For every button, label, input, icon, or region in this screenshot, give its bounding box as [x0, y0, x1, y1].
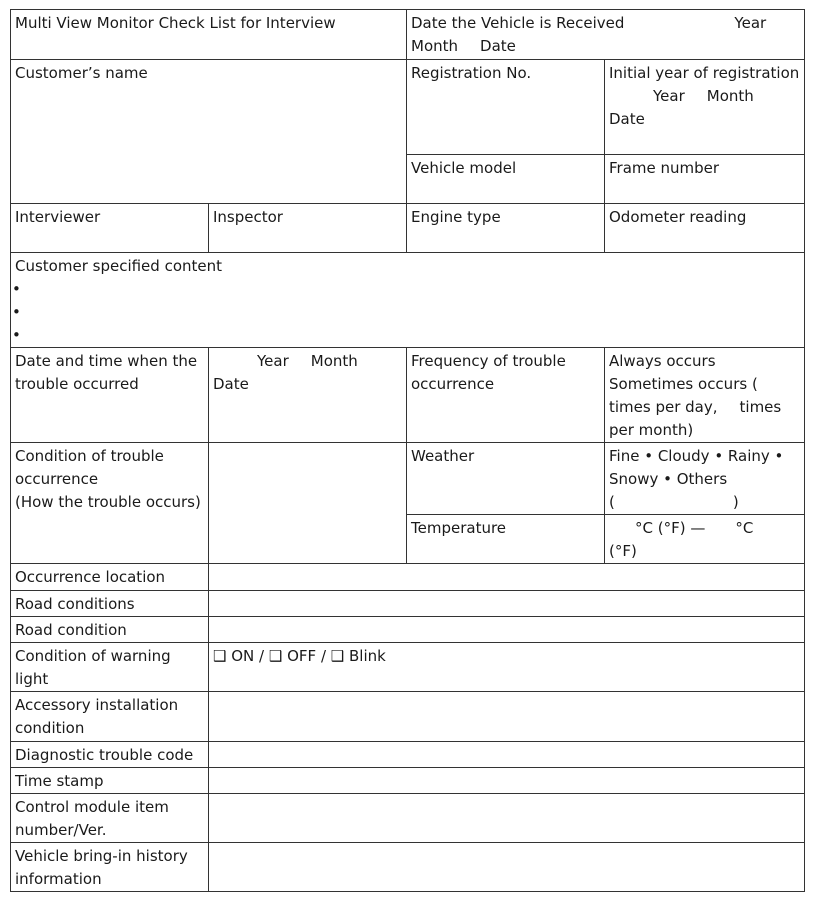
- checkbox-off-icon[interactable]: ❑: [268, 647, 283, 665]
- customer-name-cell: Customer’s name: [11, 60, 407, 204]
- vehicle-model-cell: Vehicle model: [407, 155, 605, 204]
- odometer-cell: Odometer reading: [605, 204, 805, 253]
- bullet-2: •: [12, 303, 21, 321]
- registration-no-cell: Registration No.: [407, 60, 605, 155]
- time-stamp-label: Time stamp: [11, 768, 209, 794]
- control-module-label: Control module item number/Ver.: [11, 794, 209, 843]
- initial-year-cell: Initial year of registration Year Month Date: [605, 60, 805, 155]
- accessory-label: Accessory installation condition: [11, 692, 209, 742]
- inspector-cell: Inspector: [209, 204, 407, 253]
- temperature-value: °C (°F) — °C (°F): [605, 515, 805, 564]
- bullet-3: •: [12, 326, 21, 344]
- option-off: OFF /: [287, 647, 326, 665]
- trouble-datetime-label: Date and time when the trouble occurred: [11, 348, 209, 443]
- dtc-value: [209, 742, 805, 768]
- history-value: [209, 843, 805, 892]
- engine-type-cell: Engine type: [407, 204, 605, 253]
- checklist-title: Multi View Monitor Check List for Interview: [11, 10, 407, 60]
- dtc-label: Diagnostic trouble code: [11, 742, 209, 768]
- option-blink: Blink: [349, 647, 386, 665]
- history-label: Vehicle bring-in history information: [11, 843, 209, 892]
- received-date-label: Date the Vehicle is Received: [411, 14, 625, 32]
- frequency-label: Frequency of trouble occurrence: [407, 348, 605, 443]
- warning-light-label: Condition of warning light: [11, 643, 209, 692]
- option-on: ON /: [231, 647, 265, 665]
- weather-label: Weather: [407, 443, 605, 515]
- road-conditions-label: Road conditions: [11, 591, 209, 617]
- road-condition-label: Road condition: [11, 617, 209, 643]
- temperature-label: Temperature: [407, 515, 605, 564]
- accessory-value: [209, 692, 805, 742]
- checkbox-blink-icon[interactable]: ❑: [330, 647, 345, 665]
- checkbox-on-icon[interactable]: ❑: [213, 647, 227, 665]
- trouble-datetime-value: Year Month Date: [209, 348, 407, 443]
- interview-checklist-table: [10, 9, 805, 892]
- road-conditions-value: [209, 591, 805, 617]
- road-condition-value: [209, 617, 805, 643]
- control-module-value: [209, 794, 805, 843]
- occurrence-location-label: Occurrence location: [11, 564, 209, 591]
- customer-content-cell: Customer specified content • • •: [11, 253, 805, 348]
- occurrence-location-value: [209, 564, 805, 591]
- weather-value: Fine • Cloudy • Rainy • Snowy • Others ( ): [605, 443, 805, 515]
- bullet-1: •: [12, 280, 21, 298]
- frequency-value: Always occurs Sometimes occurs ( times per day, times per month): [605, 348, 805, 443]
- frame-number-cell: Frame number: [605, 155, 805, 204]
- received-date-cell: Date the Vehicle is Received Year Month Date: [407, 10, 805, 60]
- condition-label: Condition of trouble occurrence (How the trouble occurs): [11, 443, 209, 564]
- condition-value: [209, 443, 407, 564]
- time-stamp-value: [209, 768, 805, 794]
- interviewer-cell: Interviewer: [11, 204, 209, 253]
- warning-light-value: [209, 643, 805, 692]
